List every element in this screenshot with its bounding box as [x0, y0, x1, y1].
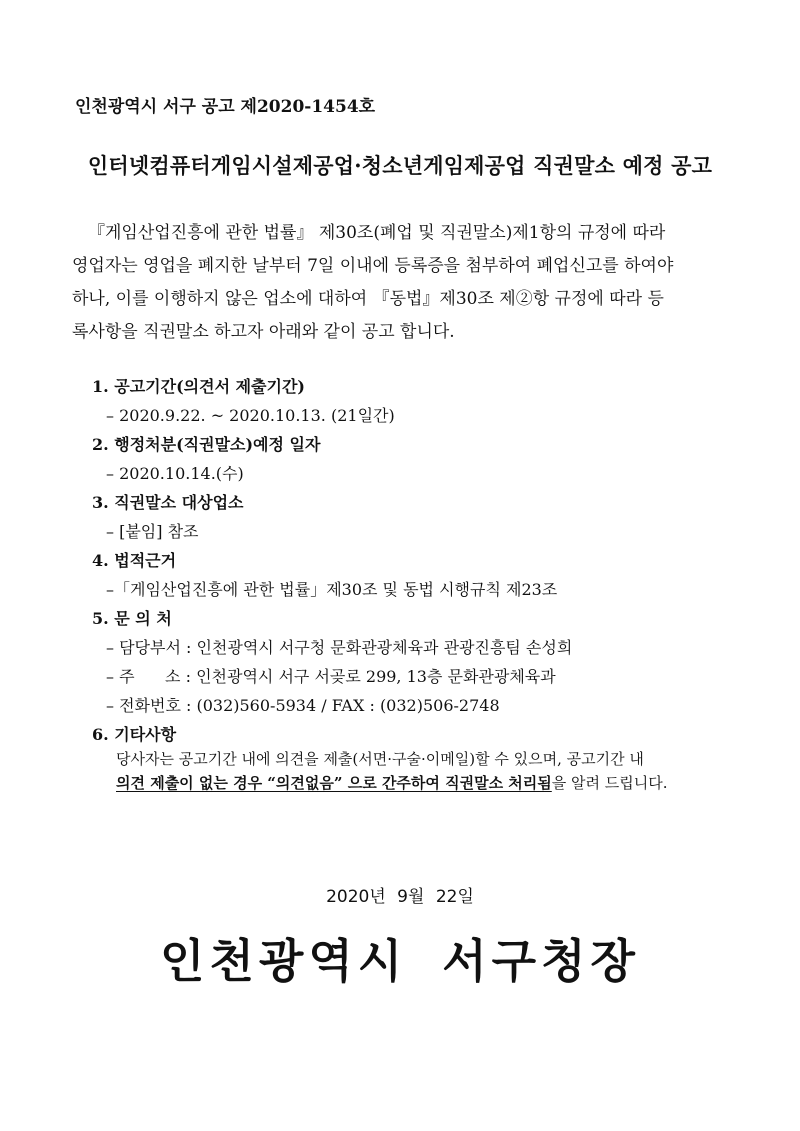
intro-line: 하나, 이를 이행하지 않은 업소에 대하여 『동법』제30조 제②항 규정에 따라 등 — [72, 289, 664, 309]
intro-line: 영업자는 영업을 폐지한 날부터 7일 이내에 등록증을 첨부하여 폐업신고를 하여야 — [72, 256, 674, 276]
notice-date: 2020년 9월 22일 — [326, 887, 474, 907]
section-heading: 1. 공고기간(의견서 제출기간) — [92, 377, 306, 396]
contact-phone-fax: – 전화번호 : (032)560-5934 / FAX : (032)506-2748 — [106, 696, 500, 715]
notice-title: 인터넷컴퓨터게임시설제공업·청소년게임제공업 직권말소 예정 공고 — [87, 153, 713, 178]
contact-address: – 주 소 : 인천광역시 서구 서곶로 299, 13층 문화관광체육과 — [106, 667, 556, 686]
section-item: –「게임산업진흥에 관한 법률」제30조 및 동법 시행규칙 제23조 — [106, 580, 558, 599]
section-heading: 5. 문 의 처 — [92, 609, 172, 628]
issuer-name: 인천광역시 서구청장 — [160, 934, 640, 988]
notice-number: 인천광역시 서구 공고 제2020-1454호 — [75, 97, 376, 117]
section-item: – 2020.9.22. ~ 2020.10.13. (21일간) — [106, 406, 395, 425]
section-heading: 6. 기타사항 — [92, 725, 177, 744]
section-item: – 2020.10.14.(수) — [106, 464, 244, 483]
other-matters-tail: 을 알려 드립니다. — [551, 774, 668, 792]
intro-line: 록사항을 직권말소 하고자 아래와 같이 공고 합니다. — [72, 322, 455, 342]
other-matters-line — [116, 772, 668, 793]
intro-line: 『게임산업진흥에 관한 법률』 제30조(폐업 및 직권말소)제1항의 규정에 따라 — [88, 223, 666, 243]
emphasis-text: 의견 제출이 없는 경우 “의견없음” 으로 간주하여 직권말소 처리됨 — [116, 774, 552, 792]
section-heading: 2. 행정처분(직권말소)예정 일자 — [92, 435, 321, 454]
section-heading: 3. 직권말소 대상업소 — [92, 493, 244, 512]
section-item: – [붙임] 참조 — [106, 522, 199, 541]
contact-department: – 담당부서 : 인천광역시 서구청 문화관광체육과 관광진흥팀 손성희 — [106, 638, 573, 657]
section-heading: 4. 법적근거 — [92, 551, 177, 570]
other-matters-line: 당사자는 공고기간 내에 의견을 제출(서면·구술·이메일)할 수 있으며, 공고기간 내 — [116, 750, 644, 768]
